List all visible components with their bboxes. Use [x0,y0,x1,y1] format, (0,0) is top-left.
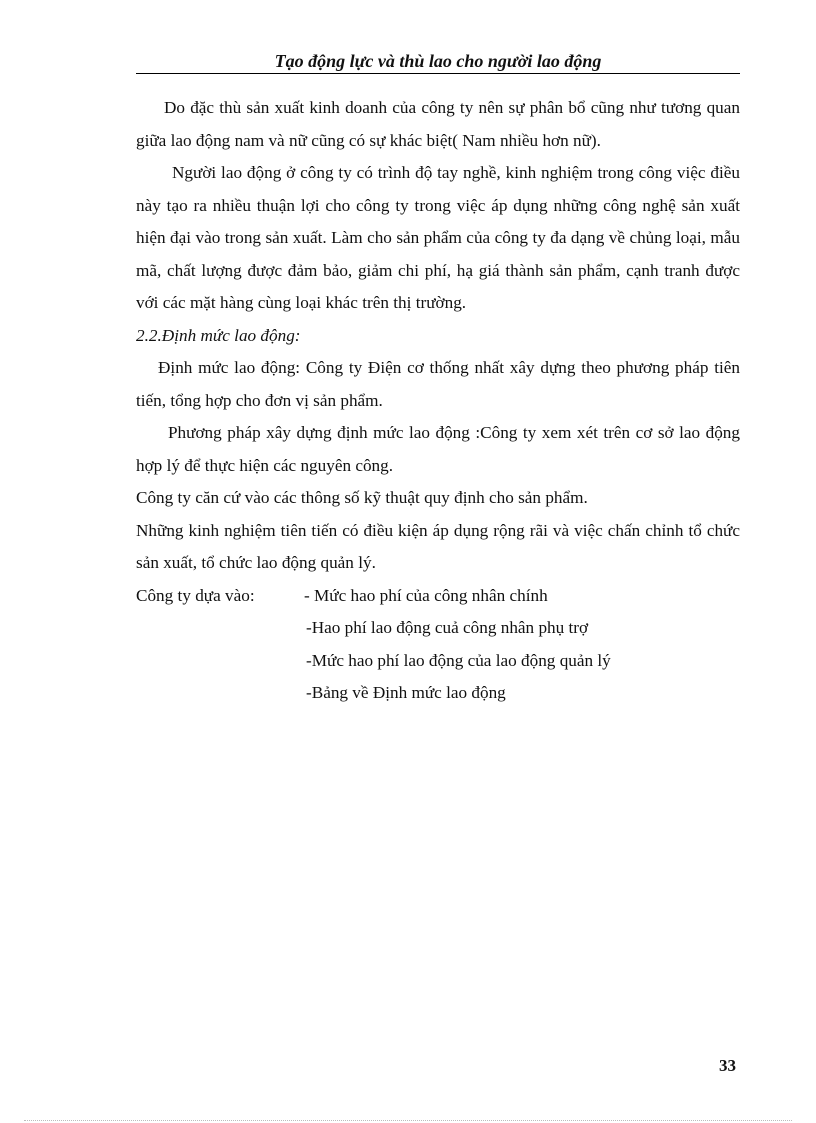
header-divider [136,73,740,74]
list-item: -Mức hao phí lao động của lao động quản lý [306,650,611,670]
list-item: - Mức hao phí của công nhân chính [304,585,548,605]
footer-divider [24,1120,792,1121]
paragraph-norm-building-approach: Phương pháp xây dựng định mức lao động :Công ty xem xét trên cơ sở lao động hợp lý để thực hiện các nguyên công. [136,423,740,475]
page-number: 33 [719,1056,736,1075]
based-on-list [304,580,740,710]
section-heading-labor-norms: 2.2.Định mức lao động: [136,325,301,345]
list-item: -Hao phí lao động cuả công nhân phụ trợ [306,618,589,637]
paragraph-advanced-experience: Những kinh nghiệm tiên tiến có điều kiện áp dụng rộng rãi và việc chấn chỉnh tổ chức sản xuất, tổ chức lao động quản lý. [136,520,740,572]
based-on-label: Công ty dựa vào: [136,585,255,605]
list-item: -Bảng về Định mức lao động [306,683,506,702]
paragraph-worker-skills: Người lao động ở công ty có trình độ tay nghề, kinh nghiệm trong công việc điều này tạo ra nhiều thuận lợi cho công ty trong việc áp dụng những công nghệ sản xuất hiện đại vào trong sản xuất. Làm cho sản phẩm của công ty đa dạng về chủng loại, mẫu mã, chất lượng được đảm bảo, giảm chi phí, hạ giá thành sản phẩm, cạnh tranh được với các mặt hàng cùng loại khác trên thị trường. [136,163,740,312]
paragraph-labor-norm-method: Định mức lao động: Công ty Điện cơ thống nhất xây dựng theo phương pháp tiên tiến, tổng hợp cho đơn vị sản phẩm. [136,358,740,410]
paragraph-gender-distribution: Do đặc thù sản xuất kinh doanh của công ty nên sự phân bổ cũng như tương quan giữa lao động nam và nữ cũng có sự khác biệt( Nam nhiều hơn nữ). [136,98,740,150]
based-on-block [136,580,740,710]
document-body [136,92,740,710]
paragraph-technical-parameters: Công ty căn cứ vào các thông số kỹ thuật quy định cho sản phẩm. [136,488,588,507]
running-header-title: Tạo động lực và thù lao cho người lao động [274,51,602,71]
